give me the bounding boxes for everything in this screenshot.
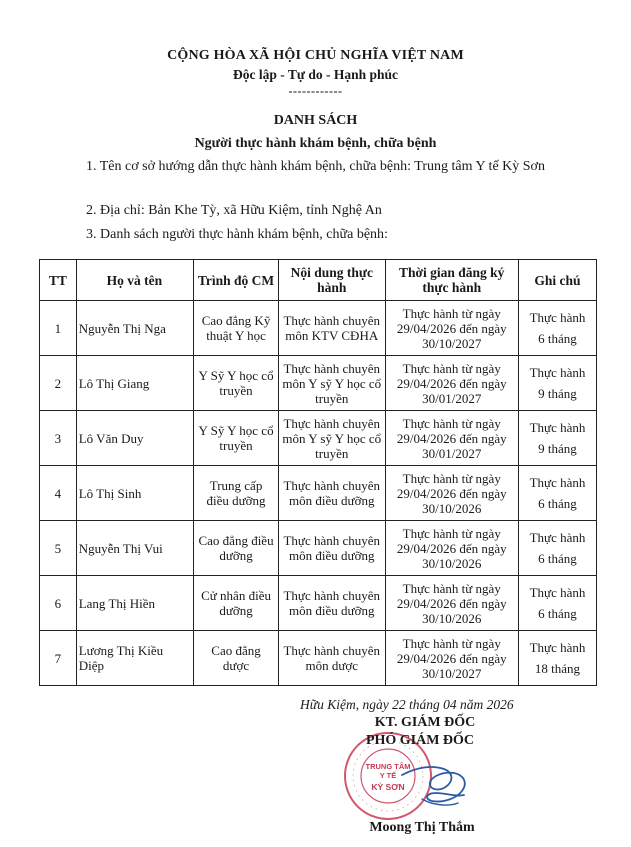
intro-list-heading: 3. Danh sách người thực hành khám bệnh, chữa bệnh: — [86, 227, 388, 242]
cell-note — [518, 301, 596, 356]
note-line-2: 6 tháng — [538, 606, 577, 621]
header-note: Ghi chú — [518, 260, 596, 301]
note-line-1: Thực hành — [529, 310, 586, 325]
intro-facility: 1. Tên cơ sở hướng dẫn thực hành khám bệnh, chữa bệnh: Trung tâm Y tế Kỳ Sơn — [86, 159, 545, 174]
document-subtitle: Người thực hành khám bệnh, chữa bệnh — [194, 136, 437, 151]
note-line-1: Thực hành — [529, 585, 586, 600]
cell-content: Thực hành chuyên môn Y sỹ Y học cổ truyền — [279, 411, 386, 466]
note-line-2: 9 tháng — [538, 386, 577, 401]
cell-tt: 7 — [40, 631, 77, 686]
cell-note — [518, 631, 596, 686]
table-row — [40, 466, 597, 521]
national-title: CỘNG HÒA XÃ HỘI CHỦ NGHĨA VIỆT NAM — [167, 48, 464, 63]
cell-time: Thực hành từ ngày 29/04/2026 đến ngày 30/01/2027 — [385, 356, 518, 411]
practitioner-table — [39, 259, 597, 686]
cell-name: Lang Thị Hiền — [76, 576, 193, 631]
cell-name: Lô Văn Duy — [76, 411, 193, 466]
cell-level: Cao đẳng điều dưỡng — [194, 521, 279, 576]
table-row — [40, 576, 597, 631]
note-line-2: 6 tháng — [538, 331, 577, 346]
signing-date: Hữu Kiệm, ngày 22 tháng 04 năm 2026 — [300, 697, 514, 712]
header-tt: TT — [40, 260, 77, 301]
cell-tt: 1 — [40, 301, 77, 356]
cell-note — [518, 466, 596, 521]
document-title: DANH SÁCH — [273, 113, 358, 128]
cell-note — [518, 411, 596, 466]
cell-name: Nguyễn Thị Vui — [76, 521, 193, 576]
cell-tt: 2 — [40, 356, 77, 411]
cell-name: Lương Thị Kiều Diệp — [76, 631, 193, 686]
table-row — [40, 631, 597, 686]
cell-content: Thực hành chuyên môn dược — [279, 631, 386, 686]
cell-level: Cử nhân điều dưỡng — [194, 576, 279, 631]
cell-level: Trung cấp điều dưỡng — [194, 466, 279, 521]
cell-level: Y Sỹ Y học cổ truyền — [194, 356, 279, 411]
stamp-text-line-1: TRUNG TÂM — [365, 762, 411, 771]
note-line-2: 6 tháng — [538, 496, 577, 511]
cell-tt: 4 — [40, 466, 77, 521]
cell-content: Thực hành chuyên môn điều dưỡng — [279, 466, 386, 521]
cell-level: Cao đẳng Kỹ thuật Y học — [194, 301, 279, 356]
table-header-row — [40, 260, 597, 301]
intro-address: 2. Địa chỉ: Bản Khe Tỳ, xã Hữu Kiệm, tỉnh Nghệ An — [86, 203, 382, 218]
cell-time: Thực hành từ ngày 29/04/2026 đến ngày 30/01/2027 — [385, 411, 518, 466]
cell-name: Nguyễn Thị Nga — [76, 301, 193, 356]
note-line-2: 18 tháng — [534, 661, 581, 676]
note-line-2: 6 tháng — [538, 551, 577, 566]
cell-tt: 5 — [40, 521, 77, 576]
header-level: Trình độ CM — [194, 260, 279, 301]
national-motto: Độc lập - Tự do - Hạnh phúc — [232, 67, 399, 82]
table-row — [40, 521, 597, 576]
cell-time: Thực hành từ ngày 29/04/2026 đến ngày 30/10/2027 — [385, 631, 518, 686]
cell-tt: 6 — [40, 576, 77, 631]
cell-time: Thực hành từ ngày 29/04/2026 đến ngày 30/10/2026 — [385, 521, 518, 576]
header-divider: ------------ — [288, 84, 343, 98]
cell-level: Cao đẳng dược — [194, 631, 279, 686]
table-row — [40, 356, 597, 411]
table-row — [40, 411, 597, 466]
cell-content: Thực hành chuyên môn KTV CĐHA — [279, 301, 386, 356]
cell-level: Y Sỹ Y học cổ truyền — [194, 411, 279, 466]
note-line-1: Thực hành — [529, 475, 586, 490]
cell-name: Lô Thị Sinh — [76, 466, 193, 521]
note-line-2: 9 tháng — [538, 441, 577, 456]
note-line-1: Thực hành — [529, 420, 586, 435]
cell-time: Thực hành từ ngày 29/04/2026 đến ngày 30/10/2027 — [385, 301, 518, 356]
cell-note — [518, 521, 596, 576]
handwritten-signature-icon — [392, 745, 482, 815]
cell-time: Thực hành từ ngày 29/04/2026 đến ngày 30/10/2026 — [385, 576, 518, 631]
cell-content: Thực hành chuyên môn Y sỹ Y học cổ truyền — [279, 356, 386, 411]
header-name: Họ và tên — [76, 260, 193, 301]
stamp-text-line-3: KỲ SƠN — [371, 782, 405, 792]
header-time: Thời gian đăng ký thực hành — [385, 260, 518, 301]
cell-tt: 3 — [40, 411, 77, 466]
cell-name: Lô Thị Giang — [76, 356, 193, 411]
note-line-1: Thực hành — [529, 640, 586, 655]
cell-note — [518, 356, 596, 411]
signer-name: Moong Thị Thắm — [369, 820, 475, 835]
stamp-text-line-2: Y TẾ — [379, 771, 397, 780]
table-row — [40, 301, 597, 356]
note-line-1: Thực hành — [529, 530, 586, 545]
cell-content: Thực hành chuyên môn điều dưỡng — [279, 576, 386, 631]
signer-role-line-1: KT. GIÁM ĐỐC — [374, 715, 476, 730]
cell-note — [518, 576, 596, 631]
cell-time: Thực hành từ ngày 29/04/2026 đến ngày 30/10/2026 — [385, 466, 518, 521]
cell-content: Thực hành chuyên môn điều dưỡng — [279, 521, 386, 576]
note-line-1: Thực hành — [529, 365, 586, 380]
header-content: Nội dung thực hành — [279, 260, 386, 301]
signer-role-line-2: PHÓ GIÁM ĐỐC — [365, 733, 475, 748]
